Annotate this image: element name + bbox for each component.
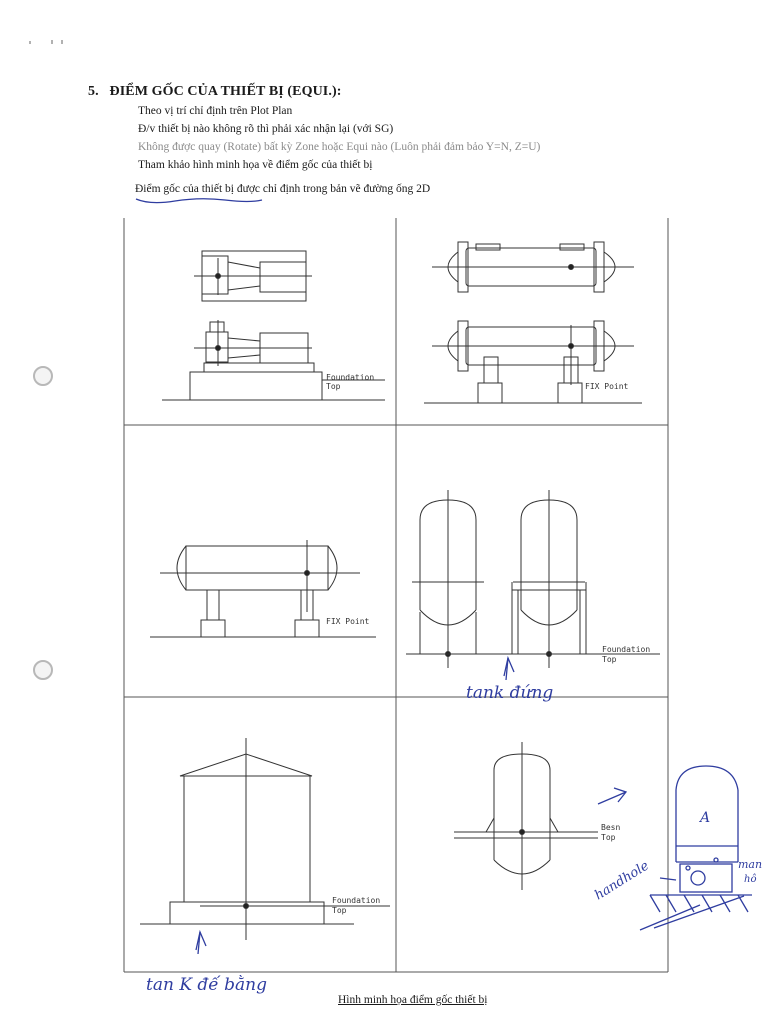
vertical-foundation-label: Foundation (602, 645, 651, 654)
section-title: ĐIỂM GỐC CỦA THIẾT BỊ (EQUI.): (109, 84, 342, 99)
handwriting-tank-dung: tank đứng (466, 683, 554, 703)
handwriting-tank-de-bang: tan K đế bằng (146, 975, 268, 995)
exchanger-drawing (424, 242, 642, 403)
exchanger-fix-label: FIX Point (585, 382, 629, 391)
handwritten-underline (136, 199, 262, 203)
tank-foundation-top-label: Top (332, 906, 347, 915)
handwritten-arrows (196, 658, 626, 954)
section-number: 5. (88, 84, 99, 99)
basin-label: Besn (601, 823, 621, 832)
text-line-1: Theo vị trí chỉ định trên Plot Plan (138, 105, 293, 117)
handwritten-sketch (640, 766, 752, 930)
scan-marks (30, 40, 62, 44)
handwriting-handhole: handhole (592, 858, 652, 904)
basin-vessel-drawing (454, 742, 598, 890)
note-2d-drawing: Điểm gốc của thiết bị được chỉ định trong bản vẽ đường ống 2D (135, 183, 431, 195)
figure-caption: Hình minh họa điểm gốc thiết bị (338, 994, 488, 1006)
pump-foundation-label: Foundation (326, 373, 375, 382)
basin-top-label: Top (601, 833, 616, 842)
vertical-vessels-drawing (406, 490, 660, 668)
text-line-2: Đ/v thiết bị nào không rõ thì phải xác nhận lại (với SG) (138, 123, 394, 135)
tank-drawing (140, 738, 390, 940)
pump-foundation-top-label: Top (326, 382, 341, 391)
drum-fix-label: FIX Point (326, 617, 370, 626)
handwriting-ho: hô (744, 874, 757, 885)
text-line-4: Tham khảo hình minh họa về điểm gốc của thiết bị (138, 159, 373, 171)
handwriting-letter-a: A (700, 810, 711, 826)
text-line-3: Không được quay (Rotate) bất kỳ Zone hoặc Equi nào (Luôn phải đảm bảo Y=N, Z=U) (138, 141, 541, 153)
tank-foundation-label: Foundation (332, 896, 381, 905)
vertical-foundation-top-label: Top (602, 655, 617, 664)
handwriting-man: man (738, 858, 763, 871)
